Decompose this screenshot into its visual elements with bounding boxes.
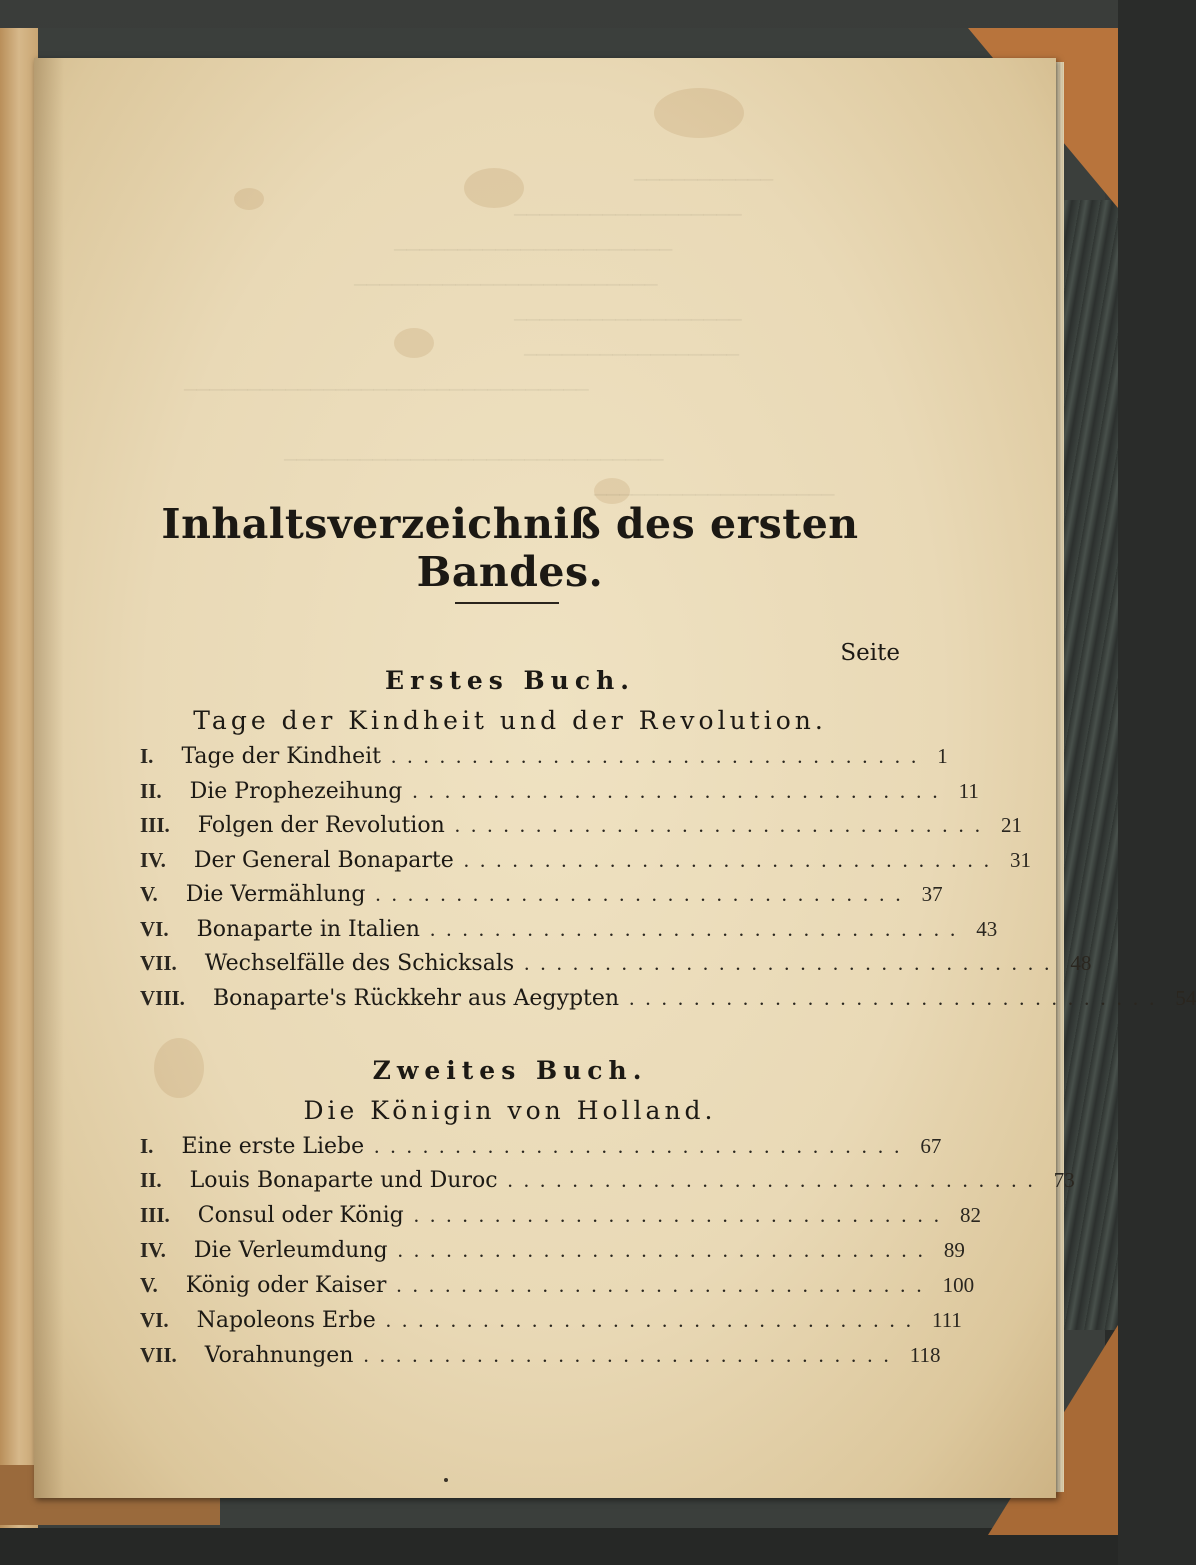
chapter-number: V. bbox=[140, 882, 158, 906]
show-through-text: ───────────────── bbox=[524, 343, 739, 367]
chapter-number: VI. bbox=[140, 917, 169, 941]
dot-leader: ................................. bbox=[412, 779, 949, 803]
title-divider bbox=[455, 602, 559, 604]
chapter-page: 37 bbox=[921, 882, 943, 906]
dot-leader: ................................. bbox=[629, 986, 1166, 1010]
book-subtitle: Tage der Kindheit und der Revolution. bbox=[193, 706, 827, 735]
chapter-number: IV. bbox=[140, 848, 166, 872]
dot-leader: ................................. bbox=[385, 1308, 922, 1332]
show-through-text: ────────────────── bbox=[514, 308, 742, 332]
chapter-title: König oder Kaiser bbox=[185, 1273, 387, 1298]
chapter-title: Die Verleumdung bbox=[193, 1238, 388, 1263]
chapter-page: 73 bbox=[1053, 1168, 1075, 1192]
page-gutter-shadow bbox=[34, 58, 64, 1498]
book-subtitle: Die Königin von Holland. bbox=[303, 1096, 717, 1125]
chapter-page: 1 bbox=[937, 744, 948, 768]
chapter-title: Eine erste Liebe bbox=[181, 1134, 365, 1159]
print-speck bbox=[444, 1478, 448, 1482]
chapter-page: 21 bbox=[1001, 813, 1023, 837]
chapter-number: V. bbox=[140, 1273, 158, 1297]
dot-leader: ................................. bbox=[375, 882, 912, 906]
chapter-title: Louis Bonaparte und Duroc bbox=[189, 1168, 498, 1193]
chapter-number: VII. bbox=[140, 1343, 177, 1367]
toc-entry bbox=[140, 744, 948, 778]
show-through-text: ────────────────────────────── bbox=[284, 448, 664, 472]
chapter-title: Bonaparte's Rückkehr aus Aegypten bbox=[212, 986, 620, 1011]
paper-stain bbox=[234, 188, 264, 210]
show-through-text: ─────────────────── bbox=[594, 483, 835, 507]
book-heading: Erstes Buch. bbox=[385, 666, 635, 695]
chapter-number: III. bbox=[140, 1203, 170, 1227]
chapter-number: III. bbox=[140, 813, 170, 837]
chapter-title: Consul oder König bbox=[197, 1203, 404, 1228]
chapter-number: II. bbox=[140, 1168, 162, 1192]
toc-entry bbox=[140, 1343, 941, 1377]
toc-entry bbox=[140, 779, 979, 813]
toc-entry bbox=[140, 1238, 965, 1272]
paper-stain bbox=[654, 88, 744, 138]
dot-leader: ................................. bbox=[507, 1168, 1044, 1192]
toc-entry bbox=[140, 1203, 982, 1237]
show-through-text: ────────────────── bbox=[514, 203, 742, 227]
chapter-number: VI. bbox=[140, 1308, 169, 1332]
page-column-label: Seite bbox=[840, 640, 900, 666]
book-heading: Zweites Buch. bbox=[372, 1056, 648, 1085]
chapter-number: I. bbox=[140, 1134, 154, 1158]
chapter-title: Folgen der Revolution bbox=[197, 813, 445, 838]
toc-entry bbox=[140, 882, 943, 916]
dot-leader: ................................. bbox=[429, 917, 967, 941]
dot-leader: ................................. bbox=[413, 1203, 951, 1227]
show-through-text: ────────────────────── bbox=[394, 238, 673, 262]
chapter-page: 48 bbox=[1070, 951, 1092, 975]
dot-leader: ................................. bbox=[463, 848, 1001, 872]
show-through-text: ──────────────────────── bbox=[354, 273, 658, 297]
paper-stain bbox=[394, 328, 434, 358]
paper-stain bbox=[154, 1038, 204, 1098]
chapter-page: 111 bbox=[931, 1308, 962, 1332]
paper-stain bbox=[464, 168, 524, 208]
chapter-title: Bonaparte in Italien bbox=[196, 917, 420, 942]
toc-entry bbox=[140, 951, 1092, 985]
chapter-page: 11 bbox=[958, 779, 979, 803]
chapter-title: Vorahnungen bbox=[204, 1343, 354, 1368]
toc-entry bbox=[140, 1134, 942, 1168]
toc-entry bbox=[140, 1308, 962, 1342]
chapter-page: 43 bbox=[976, 917, 998, 941]
toc-entry bbox=[140, 1273, 975, 1307]
chapter-title: Die Prophezeihung bbox=[189, 779, 403, 804]
toc-entry bbox=[140, 917, 998, 951]
chapter-page: 89 bbox=[943, 1238, 965, 1262]
chapter-page: 118 bbox=[909, 1343, 941, 1367]
dot-leader: ................................. bbox=[397, 1238, 934, 1262]
page-title: Inhaltsverzeichniß des ersten Bandes. bbox=[161, 500, 859, 596]
dot-leader: ................................. bbox=[391, 744, 928, 768]
toc-entry bbox=[140, 813, 1023, 847]
show-through-text: ─────────── bbox=[634, 168, 774, 192]
chapter-title: Der General Bonaparte bbox=[193, 848, 454, 873]
toc-entry bbox=[140, 986, 1196, 1020]
chapter-number: VII. bbox=[140, 951, 177, 975]
chapter-title: Napoleons Erbe bbox=[196, 1308, 376, 1333]
dot-leader: ................................. bbox=[454, 813, 992, 837]
dot-leader: ................................. bbox=[374, 1134, 911, 1158]
chapter-number: VIII. bbox=[140, 986, 185, 1010]
toc-entry bbox=[140, 848, 1032, 882]
dot-leader: ................................. bbox=[524, 951, 1061, 975]
show-through-text: ──────────────────────────────── bbox=[184, 378, 589, 402]
chapter-title: Wechselfälle des Schicksals bbox=[204, 951, 515, 976]
marbled-cover-edge bbox=[1060, 200, 1118, 1330]
dot-leader: ................................. bbox=[396, 1273, 933, 1297]
toc-entry bbox=[140, 1168, 1075, 1202]
chapter-page: 67 bbox=[920, 1134, 942, 1158]
book-spine-edge bbox=[0, 28, 38, 1528]
chapter-page: 31 bbox=[1010, 848, 1032, 872]
chapter-title: Tage der Kindheit bbox=[181, 744, 382, 769]
chapter-number: I. bbox=[140, 744, 154, 768]
chapter-page: 82 bbox=[960, 1203, 982, 1227]
chapter-number: IV. bbox=[140, 1238, 166, 1262]
chapter-number: II. bbox=[140, 779, 162, 803]
chapter-page: 54 bbox=[1175, 986, 1196, 1010]
dot-leader: ................................. bbox=[363, 1343, 900, 1367]
chapter-title: Die Vermählung bbox=[185, 882, 366, 907]
chapter-page: 100 bbox=[942, 1273, 975, 1297]
